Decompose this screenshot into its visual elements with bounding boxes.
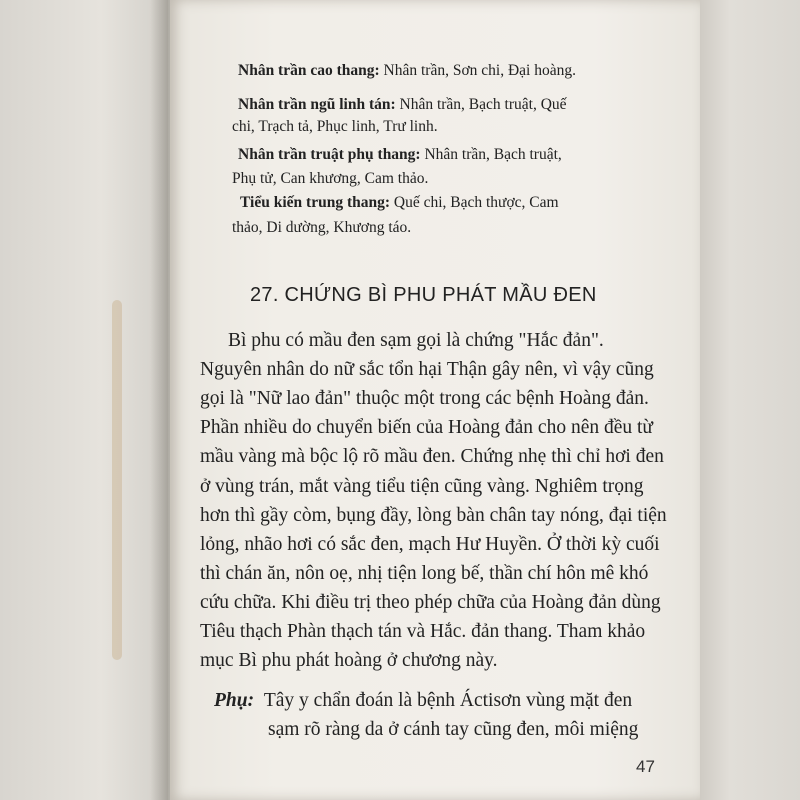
note-label: Phụ:	[214, 690, 255, 711]
body-line: lỏng, nhão hơi có sắc đen, mạch Hư Huyền. Ở thời kỳ cuối	[200, 534, 660, 555]
note-line-1	[214, 690, 632, 712]
page-edge	[700, 0, 800, 800]
section-heading: 27. CHỨNG BÌ PHU PHÁT MẦU ĐEN	[250, 284, 597, 306]
page-number: 47	[636, 757, 655, 776]
body-line: cứu chữa. Khi điều trị theo phép chữa của Hoàng đản dùng	[200, 592, 661, 613]
formula-name: Nhân trần truật phụ thang:	[238, 146, 421, 163]
body-line: ở vùng trán, mắt vàng tiểu tiện cũng vàng. Nghiêm trọng	[200, 476, 644, 497]
left-page	[0, 0, 168, 800]
formula-ingredients: Nhân trần, Bạch truật, Quế	[395, 96, 567, 113]
formula-3	[238, 146, 562, 164]
body-line: thì chán ăn, nôn oẹ, nhị tiện long bế, thần chí hôn mê khó	[200, 563, 649, 584]
formula-1	[238, 62, 576, 80]
formula-ingredients: Quế chi, Bạch thược, Cam	[390, 194, 559, 211]
note-line-2: sạm rõ ràng da ở cánh tay cũng đen, môi miệng	[268, 719, 639, 740]
book-page	[170, 0, 700, 800]
body-line: hơn thì gầy còm, bụng đầy, lòng bàn chân tay nóng, đại tiện	[200, 505, 667, 526]
formula-name: Tiểu kiến trung thang:	[240, 194, 391, 211]
body-line: gọi là "Nữ lao đản" thuộc một trong các bệnh Hoàng đản.	[200, 388, 649, 409]
body-line: mục Bì phu phát hoàng ở chương này.	[200, 650, 498, 671]
note-text: Tây y chẩn đoán là bệnh Áctisơn vùng mặt đen	[263, 690, 633, 711]
page-stain	[112, 300, 122, 660]
formula-name: Nhân trần ngũ linh tán:	[238, 96, 396, 113]
formula-2	[238, 96, 567, 114]
formula-ingredients: Nhân trần, Sơn chi, Đại hoàng.	[379, 62, 576, 79]
formula-3-continued: Phụ tử, Can khương, Cam thảo.	[232, 170, 429, 187]
formula-name: Nhân trần cao thang:	[238, 62, 380, 79]
formula-2-continued: chi, Trạch tả, Phục linh, Trư linh.	[232, 118, 438, 135]
body-line: Phần nhiều do chuyển biến của Hoàng đản cho nên đều từ	[200, 417, 653, 438]
body-line: mầu vàng mà bộc lộ rõ mầu đen. Chứng nhẹ thì chỉ hơi đen	[200, 446, 664, 467]
formula-4-continued: thảo, Di dường, Khương táo.	[232, 219, 412, 236]
body-line: Tiêu thạch Phàn thạch tán và Hắc. đản thang. Tham khảo	[200, 621, 646, 642]
formula-ingredients: Nhân trần, Bạch truật,	[420, 146, 562, 163]
body-line: Nguyên nhân do nữ sắc tổn hại Thận gây nên, vì vậy cũng	[200, 359, 654, 380]
body-line: Bì phu có mầu đen sạm gọi là chứng "Hắc đản".	[228, 330, 604, 351]
formula-4	[240, 194, 559, 212]
